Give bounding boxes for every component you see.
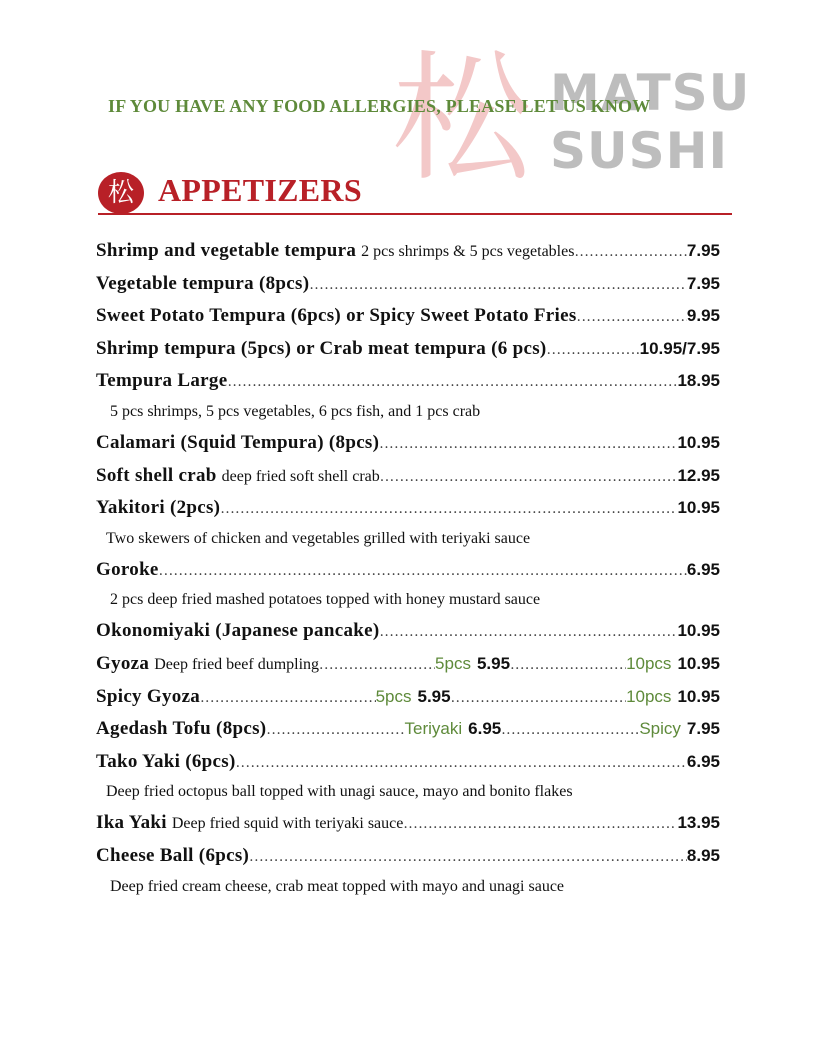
item-price: 6.95 <box>686 751 720 771</box>
item-price: 8.95 <box>686 845 720 865</box>
option-price: 10.95 <box>677 686 720 706</box>
menu-item <box>96 305 720 338</box>
menu-item <box>96 718 720 751</box>
option-label: 5pcs <box>435 653 471 673</box>
item-subtext: Deep fried cream cheese, crab meat topped with mayo and unagi sauce <box>110 877 565 895</box>
menu-item <box>96 338 720 371</box>
item-price: 10.95 <box>677 621 720 641</box>
menu-item <box>96 686 720 719</box>
menu-item <box>96 465 720 498</box>
dot-leader <box>200 690 375 706</box>
menu-item <box>96 620 720 653</box>
option-price: 6.95 <box>468 719 502 739</box>
item-price: 10.95 <box>677 432 720 452</box>
menu-item <box>96 240 720 273</box>
menu-item <box>96 845 720 878</box>
item-description: deep fried soft shell crab <box>221 467 380 485</box>
item-price: 7.95 <box>686 241 720 260</box>
menu-list <box>96 240 720 907</box>
item-price: 10.95 <box>677 498 720 518</box>
item-name: Vegetable tempura (8pcs) <box>96 272 310 294</box>
dot-leader <box>319 657 435 673</box>
dot-leader <box>574 244 686 260</box>
dot-leader <box>266 722 404 738</box>
section-badge-icon: 松 <box>98 172 144 214</box>
item-description: Deep fried squid with teriyaki sauce <box>171 815 404 833</box>
menu-item <box>96 751 720 784</box>
menu-item <box>96 432 720 465</box>
logo-kanji-mark: 松 <box>392 38 533 201</box>
dot-leader <box>309 277 687 293</box>
dot-leader <box>510 657 626 673</box>
dot-leader <box>236 755 687 771</box>
item-name: Tako Yaki (6pcs) <box>96 750 236 772</box>
option-label: 10pcs <box>626 653 672 673</box>
option-label: 10pcs <box>626 686 672 706</box>
item-price: 12.95 <box>677 465 720 485</box>
dot-leader <box>380 469 678 485</box>
dot-leader <box>249 849 687 865</box>
dot-leader <box>379 436 677 452</box>
option-label: Teriyaki <box>404 719 463 739</box>
option-price: 5.95 <box>417 686 451 706</box>
dot-leader <box>451 690 626 706</box>
item-name: Spicy Gyoza <box>96 685 201 707</box>
item-name: Goroke <box>96 558 159 580</box>
item-name: Ika Yaki <box>96 812 167 834</box>
item-price: 9.95 <box>686 306 720 326</box>
item-name: Calamari (Squid Tempura) (8pcs) <box>96 431 380 453</box>
item-subtext: 2 pcs deep fried mashed potatoes topped with honey mustard sauce <box>110 591 541 609</box>
item-price: 10.95/7.95 <box>639 338 720 358</box>
item-name: Shrimp and vegetable tempura <box>96 240 357 261</box>
option-price: 5.95 <box>476 653 511 673</box>
item-price: 6.95 <box>686 559 720 579</box>
item-name: Gyoza <box>96 652 150 674</box>
item-price: 13.95 <box>677 813 720 833</box>
item-price: 7.95 <box>686 273 720 293</box>
menu-item <box>96 559 720 592</box>
item-subtext: Deep fried octopus ball topped with unagi sauce, mayo and bonito flakes <box>106 783 573 801</box>
item-name: Shrimp tempura (5pcs) or Crab meat tempura (6 pcs) <box>96 337 547 359</box>
logo-text-matsu: MATSU <box>550 64 751 122</box>
option-label: 5pcs <box>375 686 412 706</box>
item-name: Cheese Ball (6pcs) <box>96 844 250 866</box>
section-heading <box>98 170 732 216</box>
option-price: 7.95 <box>686 719 720 739</box>
logo-text-sushi: SUSHI <box>550 122 729 180</box>
menu-item <box>96 653 720 686</box>
dot-leader <box>379 624 677 640</box>
menu-item <box>96 273 720 306</box>
menu-item <box>96 370 720 403</box>
item-name: Tempura Large <box>96 370 228 392</box>
item-price: 18.95 <box>677 371 720 391</box>
item-subtext: 5 pcs shrimps, 5 pcs vegetables, 6 pcs fish, and 1 pcs crab <box>110 402 481 420</box>
dot-leader <box>577 309 687 325</box>
option-label: Spicy <box>639 719 681 739</box>
option-price: 10.95 <box>677 653 720 673</box>
item-name: Soft shell crab <box>96 464 217 486</box>
menu-item <box>96 497 720 530</box>
dot-leader <box>227 374 677 390</box>
item-subtext: Two skewers of chicken and vegetables grilled with teriyaki sauce <box>106 529 531 547</box>
section-divider <box>98 213 732 215</box>
dot-leader <box>403 816 677 832</box>
item-name: Agedash Tofu (8pcs) <box>96 718 267 740</box>
item-name: Okonomiyaki (Japanese pancake) <box>96 620 380 642</box>
menu-item <box>96 812 720 845</box>
item-description: 2 pcs shrimps & 5 pcs vegetables <box>361 243 575 260</box>
dot-leader <box>501 722 639 738</box>
section-title: APPETIZERS <box>158 172 362 208</box>
dot-leader <box>159 563 687 579</box>
item-description: Deep fried beef dumpling <box>154 655 320 673</box>
allergy-notice: IF YOU HAVE ANY FOOD ALLERGIES, PLEASE LET US KNOW <box>108 96 651 116</box>
dot-leader <box>547 342 640 358</box>
item-name: Sweet Potato Tempura (6pcs) or Spicy Sweet Potato Fries <box>96 305 577 327</box>
dot-leader <box>220 501 677 517</box>
item-name: Yakitori (2pcs) <box>96 497 221 519</box>
